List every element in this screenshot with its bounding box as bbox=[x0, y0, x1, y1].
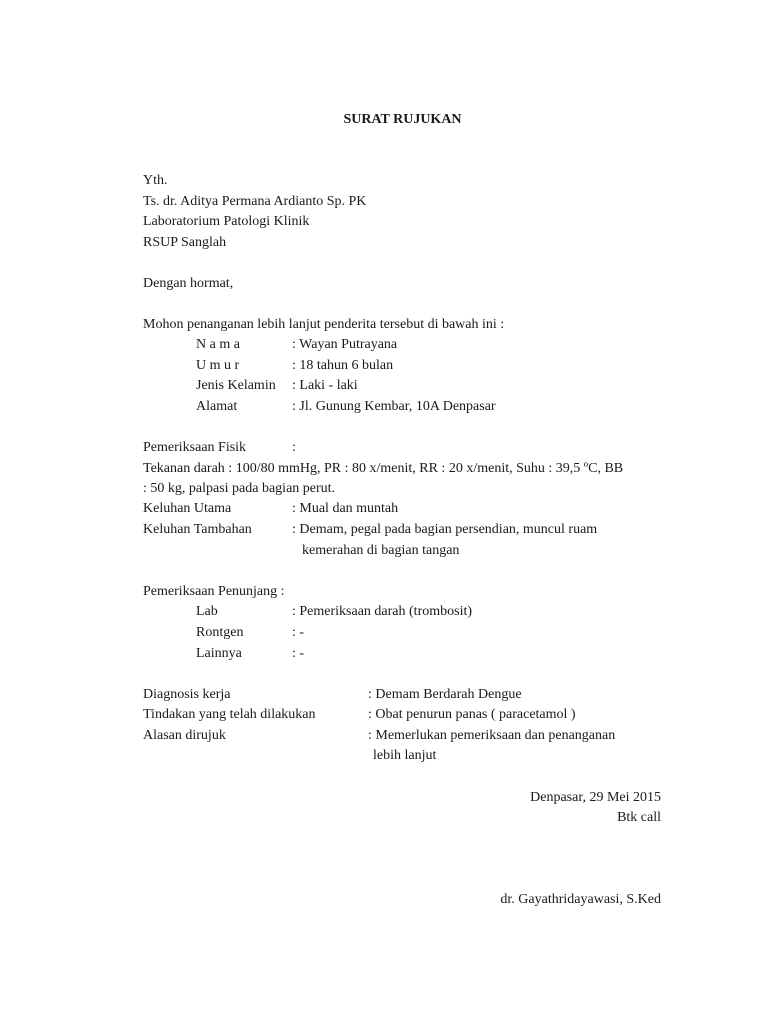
closing-note: Btk call bbox=[617, 810, 661, 825]
physical-exam-line-2: : 50 kg, palpasi pada bagian perut. bbox=[143, 481, 336, 496]
place-date: Denpasar, 29 Mei 2015 bbox=[530, 790, 661, 805]
signer-name: dr. Gayathridayawasi, S.Ked bbox=[500, 892, 661, 907]
supporting-exam-label: Pemeriksaan Penunjang : bbox=[143, 584, 285, 599]
patient-name-value: : Wayan Putrayana bbox=[292, 337, 398, 352]
working-diagnosis-value: : Demam Berdarah Dengue bbox=[368, 687, 522, 702]
referral-reason-label: Alasan dirujuk bbox=[143, 728, 226, 743]
xray-label: Rontgen bbox=[196, 625, 244, 640]
extra-complaint-value-1: : Demam, pegal pada bagian persendian, muncul ruam bbox=[292, 522, 598, 537]
patient-sex-label: Jenis Kelamin bbox=[196, 378, 276, 393]
main-complaint-value: : Mual dan muntah bbox=[292, 501, 399, 516]
main-complaint-label: Keluhan Utama bbox=[143, 501, 232, 516]
patient-age-label: U m u r bbox=[196, 358, 240, 373]
greeting: Dengan hormat, bbox=[143, 276, 234, 291]
letter-title: SURAT RUJUKAN bbox=[343, 112, 462, 127]
lab-label: Lab bbox=[196, 604, 218, 619]
lab-value: : Pemeriksaan darah (trombosit) bbox=[292, 604, 473, 619]
action-label: Tindakan yang telah dilakukan bbox=[143, 707, 316, 722]
patient-address-label: Alamat bbox=[196, 399, 238, 414]
working-diagnosis-label: Diagnosis kerja bbox=[143, 687, 231, 702]
physical-exam-line-1: Tekanan darah : 100/80 mmHg, PR : 80 x/menit, RR : 20 x/menit, Suhu : 39,5 ºC, BB bbox=[143, 461, 624, 476]
physical-exam-colon: : bbox=[292, 440, 296, 455]
extra-complaint-value-2: kemerahan di bagian tangan bbox=[302, 543, 460, 558]
recipient-hospital: RSUP Sanglah bbox=[143, 235, 227, 250]
other-label: Lainnya bbox=[196, 646, 242, 661]
physical-exam-label: Pemeriksaan Fisik bbox=[143, 440, 247, 455]
recipient-name: Ts. dr. Aditya Permana Ardianto Sp. PK bbox=[143, 194, 367, 209]
patient-age-value: : 18 tahun 6 bulan bbox=[292, 358, 394, 373]
extra-complaint-label: Keluhan Tambahan bbox=[143, 522, 252, 537]
intro-text: Mohon penanganan lebih lanjut penderita tersebut di bawah ini : bbox=[143, 317, 505, 332]
action-value: : Obat penurun panas ( paracetamol ) bbox=[368, 707, 576, 722]
recipient-unit: Laboratorium Patologi Klinik bbox=[143, 214, 310, 229]
referral-reason-value-2: lebih lanjut bbox=[373, 748, 437, 763]
patient-name-label: N a m a bbox=[196, 337, 240, 352]
patient-address-value: : Jl. Gunung Kembar, 10A Denpasar bbox=[292, 399, 496, 414]
xray-value: : - bbox=[292, 625, 305, 640]
recipient-salutation: Yth. bbox=[143, 173, 168, 188]
patient-sex-value: : Laki - laki bbox=[292, 378, 358, 393]
other-value: : - bbox=[292, 646, 305, 661]
referral-reason-value-1: : Memerlukan pemeriksaan dan penanganan bbox=[368, 728, 616, 743]
